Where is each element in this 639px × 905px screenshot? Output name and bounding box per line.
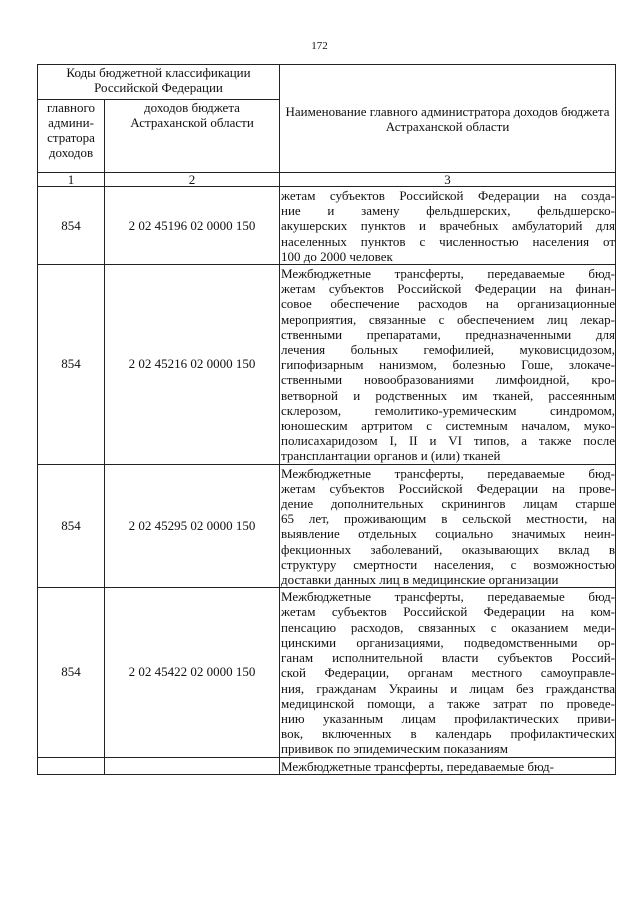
header-num-3: 3 (280, 173, 616, 187)
description-line: прививок по эпидемическим показаниям (281, 741, 508, 757)
description-line: фекционных заболеваний, оказывающих вклад в (281, 541, 616, 557)
description-line: полисахаридозом I, II и VI типов, а также после (281, 433, 616, 449)
description-line: Межбюджетные трансферты, передаваемые бюд- (281, 758, 554, 774)
description-line: акушерских пунктов и врачебных амбулаторий для (281, 218, 616, 234)
admin-code-cell: 854 (38, 588, 105, 757)
admin-code-cell: 854 (38, 187, 105, 265)
description-line: склерозом, гемолитико-уремическим синдромом, (281, 402, 616, 418)
description-line: юношеским артритом с системным началом, муко- (281, 418, 616, 434)
budget-code-cell: 2 02 45422 02 0000 150 (105, 588, 280, 757)
description-cell (280, 187, 616, 265)
budget-code-cell: 2 02 45196 02 0000 150 (105, 187, 280, 265)
description-line: лечения больных гемофилией, муковисцидозом, (281, 342, 616, 358)
description-line: жетам субъектов Российской Федерации на ком- (281, 604, 616, 620)
description-line: гипофизарным нанизмом, болезнью Гоше, злокаче- (281, 357, 616, 373)
description-line: Межбюджетные трансферты, передаваемые бюд- (281, 589, 616, 605)
budget-code-cell (105, 757, 280, 774)
description-line: ственными препаратами, предназначенными для (281, 326, 616, 342)
table-row (38, 265, 616, 465)
description-line: совое обеспечение расходов на организационные (281, 296, 616, 312)
header-group-title: Коды бюджетной классификации Российской Федерации (38, 65, 280, 100)
description-line: выявление отдельных социально значимых неин- (281, 526, 616, 542)
description-line: ния, гражданам Украины и лицам без гражданства (281, 680, 616, 696)
description-line: нию указанным лицам профилактических приви- (281, 710, 616, 726)
header-num-2: 2 (105, 173, 280, 187)
admin-code-cell: 854 (38, 464, 105, 588)
description-cell (280, 757, 616, 774)
description-line: ветворной и родственных им тканей, рассеянным (281, 387, 616, 403)
admin-code-cell (38, 757, 105, 774)
header-col-name: Наименование главного администратора доходов бюджета Астраханской области (280, 65, 616, 173)
description-line: мероприятия, связанные с обеспечением лиц лекар- (281, 311, 616, 327)
description-line: жетам субъектов Российской Федерации на финан- (281, 281, 616, 297)
description-line: 100 до 2000 человек (281, 248, 393, 264)
description-line: медицинской помощи, а также затрат по проведе- (281, 695, 616, 711)
budget-code-cell: 2 02 45295 02 0000 150 (105, 464, 280, 588)
budget-code-cell: 2 02 45216 02 0000 150 (105, 265, 280, 465)
description-line: трансплантации органов и (или) тканей (281, 448, 501, 464)
description-line: ганам исполнительной власти субъектов Россий- (281, 650, 616, 666)
description-cell (280, 265, 616, 465)
page-number: 172 (311, 40, 328, 52)
description-line: пенсацию расходов, связанных с оказанием меди- (281, 619, 616, 635)
header-num-1: 1 (38, 173, 105, 187)
description-line: цинскими организациями, подведомственными ор- (281, 634, 616, 650)
table-row (38, 464, 616, 588)
description-line: Межбюджетные трансферты, передаваемые бюд- (281, 465, 616, 481)
header-col-admin: главного админи-стратора доходов (38, 100, 105, 173)
table-body (38, 187, 616, 775)
description-line: дение дополнительных скринингов лицам старше (281, 496, 616, 512)
description-line: населенных пунктов с численностью населения от (281, 233, 616, 249)
description-line: 65 лет, проживающим в сельской местности, на (281, 511, 616, 527)
table-row (38, 588, 616, 757)
admin-code-cell: 854 (38, 265, 105, 465)
description-line: ние и замену фельдшерских, фельдшерско- (281, 203, 616, 219)
description-cell (280, 588, 616, 757)
description-line: жетам субъектов Российской Федерации на созда- (281, 188, 616, 203)
table-row (38, 187, 616, 265)
description-line: доставки данных лиц в медицинские организации (281, 572, 559, 588)
description-line: структуру смертности населения, с возможностью (281, 556, 616, 572)
description-line: вок, включенных в календарь профилактических (281, 726, 616, 742)
description-line: Межбюджетные трансферты, передаваемые бюд- (281, 266, 616, 282)
description-line: ской Федерации, органам местного самоуправле- (281, 665, 616, 681)
description-line: жетам субъектов Российской Федерации на прове- (281, 480, 616, 496)
description-cell (280, 464, 616, 588)
header-col-budget: доходов бюджета Астраханской области (105, 100, 280, 173)
budget-classification-table (37, 64, 616, 775)
description-line: ственными новообразованиями лимфоидной, кро- (281, 372, 616, 388)
table-row (38, 757, 616, 774)
